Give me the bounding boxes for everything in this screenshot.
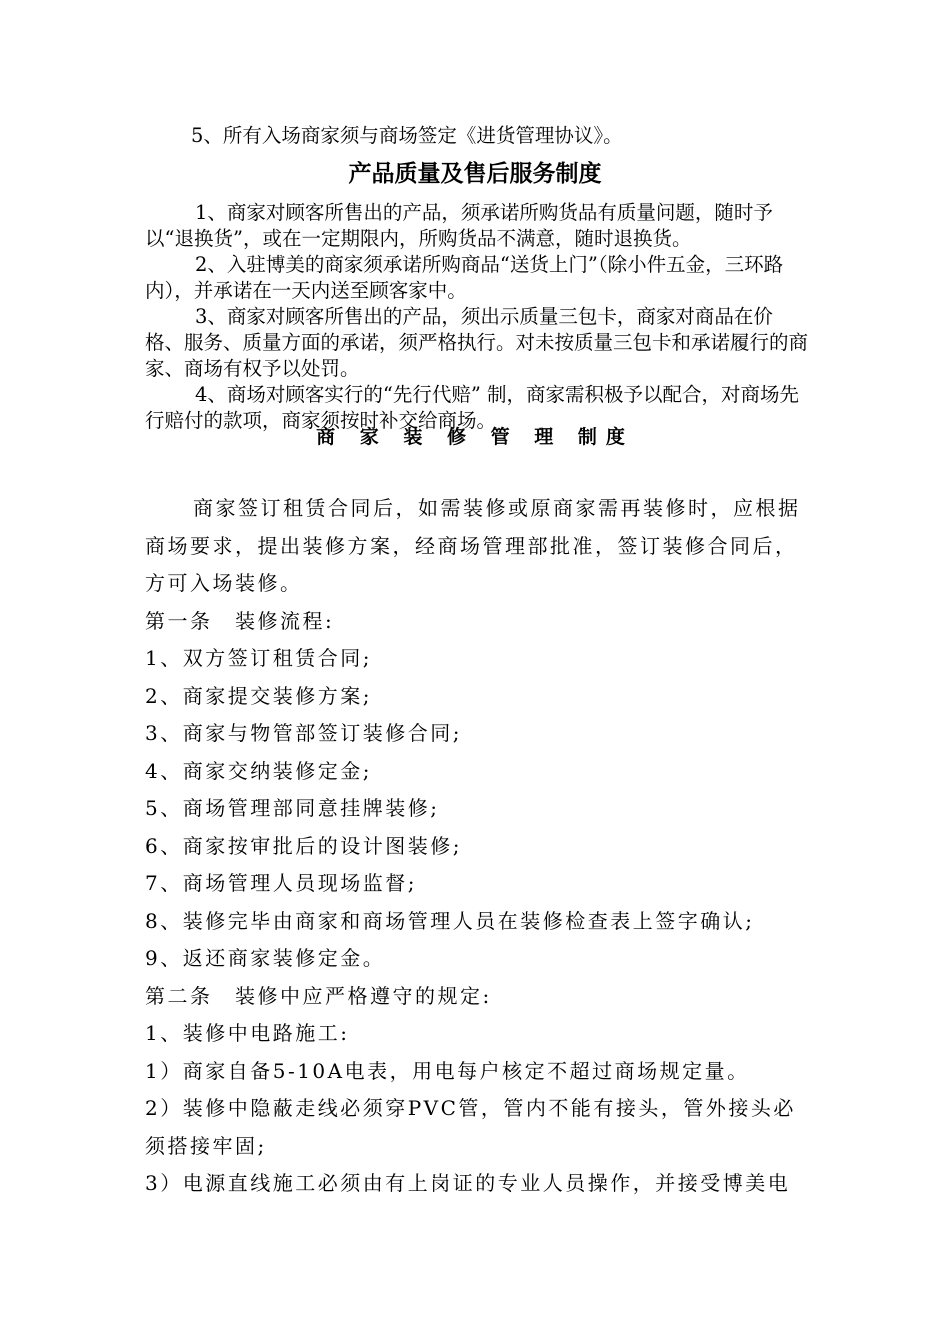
list-item: 1、双方签订租赁合同; <box>145 646 372 670</box>
sub-heading: 1、装修中电路施工: <box>145 1021 350 1045</box>
list-item: 1）商家自备5-10A电表，用电每户核定不超过商场规定量。 <box>145 1058 750 1083</box>
list-item: 2、商家提交装修方案; <box>145 683 372 708</box>
quality-paragraph: 3、商家对顾客所售出的产品，须出示质量三包卡，商家对商品在价格、服务、质量方面的承诺，须严格执行。对未按质量三包卡和承诺履行的商家、商场有权予以处罚。 <box>145 305 809 380</box>
renovation-intro: 商家签订租赁合同后，如需装修或原商家需再装修时，应根据商场要求，提出装修方案，经商场管理部批准，签订装修合同后，方可入场装修。 <box>145 496 801 595</box>
quality-service-body <box>145 200 810 434</box>
list-item: 8、装修完毕由商家和商场管理人员在装修检查表上签字确认; <box>145 908 755 933</box>
section-title-quality-service: 产品质量及售后服务制度 <box>348 161 602 187</box>
store-agreement-item: 5、所有入场商家须与商场签定《进货管理协议》。 <box>191 124 623 147</box>
list-item: 7、商场管理人员现场监督; <box>145 871 417 895</box>
list-item: 3、商家与物管部签订装修合同; <box>145 721 462 745</box>
renovation-body <box>145 490 810 1203</box>
quality-paragraph: 2、入驻博美的商家须承诺所购商品“送货上门”（除小件五金，三环路内），并承诺在一天内送至顾客家中。 <box>145 253 784 302</box>
article-heading: 第一条 装修流程: <box>145 608 335 633</box>
section-title-renovation: 商 家 装 修 管 理 制度 <box>316 426 634 448</box>
list-item: 6、商家按审批后的设计图装修; <box>145 833 462 858</box>
quality-paragraph: 4、商场对顾客实行的“先行代赔” 制，商家需积极予以配合，对商场先行赔付的款项，商家须按时补交给商场。 <box>145 383 800 432</box>
article-heading: 第二条 装修中应严格遵守的规定: <box>145 983 492 1008</box>
list-item: 4、商家交纳装修定金; <box>145 758 372 783</box>
quality-paragraph: 1、商家对顾客所售出的产品，须承诺所购货品有质量问题，随时予以“退换货”，或在一定期限内，所购货品不满意，随时退换货。 <box>145 201 773 250</box>
list-item: 2）装修中隐蔽走线必须穿PVC管，管内不能有接头，管外接头必须搭接牢固; <box>145 1096 796 1158</box>
list-item: 9、返还商家装修定金。 <box>145 946 386 970</box>
list-item: 5、商场管理部同意挂牌装修; <box>145 796 440 820</box>
list-item: 3）电源直线施工必须由有上岗证的专业人员操作，并接受博美电 <box>145 1171 791 1195</box>
